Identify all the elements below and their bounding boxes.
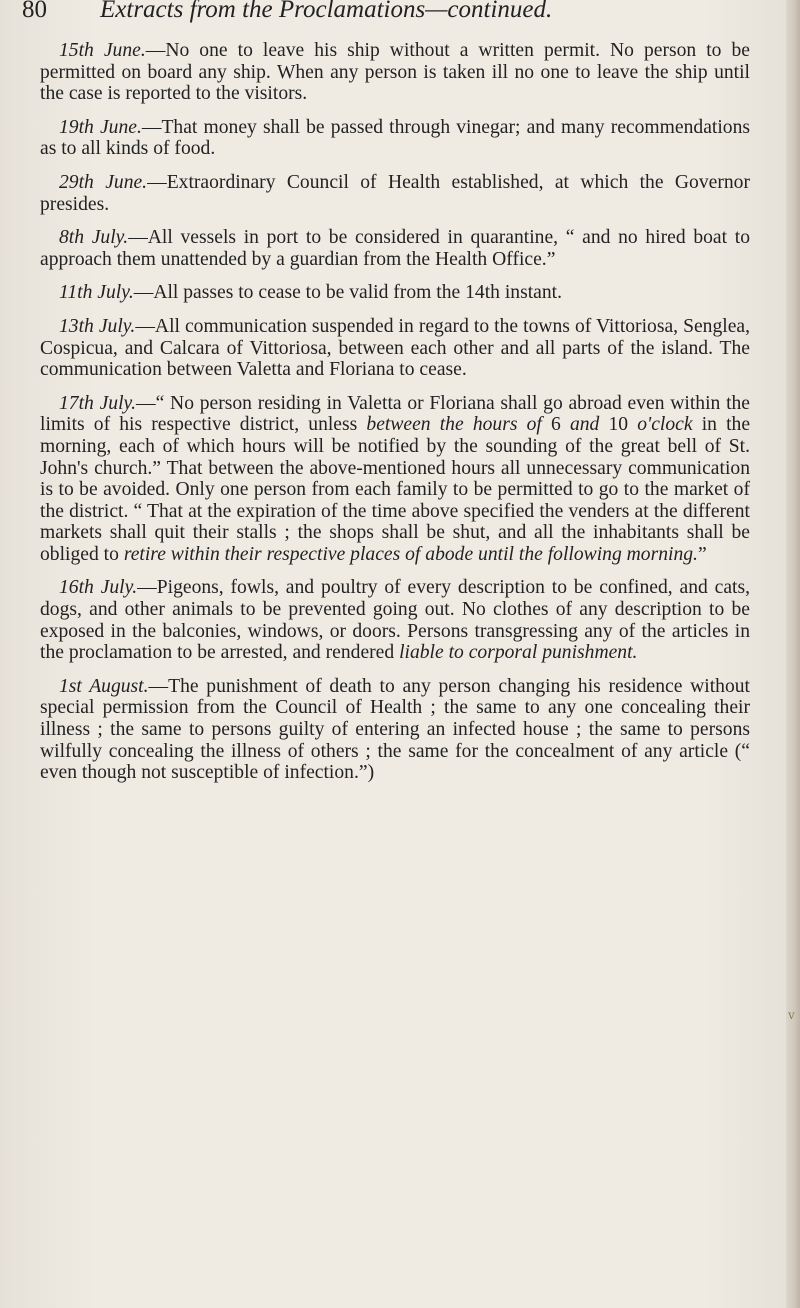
entry-date: 15th June. bbox=[59, 40, 146, 61]
page-number: 80 bbox=[22, 0, 47, 23]
entry-13-july bbox=[40, 316, 750, 381]
entry-8-july bbox=[40, 227, 750, 270]
entry-text: —All passes to cease to be valid from the 14th instant. bbox=[133, 282, 562, 304]
entry-text: —That money shall be passed through vinegar; and many recommendations as to all kinds of food. bbox=[40, 116, 750, 160]
entry-emphasis: liable to corporal punishment. bbox=[399, 642, 638, 664]
entry-16-july bbox=[40, 577, 750, 663]
entry-emphasis: and bbox=[569, 414, 600, 436]
entry-text: —The punishment of death to any person changing his residence without special permission from the Council of Health ; the same to any one concealing their illness ; the same to persons guilty of entering an infected house ; the same to persons wilfully concealing the illness of others ; the same for the concealment of any article (“ even though not susceptible of infection.”) bbox=[40, 675, 750, 784]
entry-text: —“ No person residing in Valetta or Floriana shall go abroad even within the limits of his respective district, unless bbox=[40, 392, 751, 436]
entry-text: —All communication suspended in regard to the towns of Vittoriosa, Senglea, Cospicua, and Calcara of Vittoriosa, between each other and all parts of the island. The communication between Valetta and Floriana to cease. bbox=[40, 315, 750, 381]
entry-date: 29th June. bbox=[59, 171, 148, 193]
entry-date: 11th July. bbox=[59, 282, 134, 304]
entry-19-june bbox=[40, 117, 750, 160]
entry-text: —Extraordinary Council of Health established, at which the Governor presides. bbox=[40, 171, 750, 215]
entry-emphasis: retire within their respective places of abode until the following morning. bbox=[123, 543, 698, 565]
body-text bbox=[40, 40, 750, 796]
entry-1-august bbox=[40, 676, 750, 784]
entry-15-june bbox=[40, 40, 750, 105]
entry-date: 19th June. bbox=[59, 116, 142, 138]
entry-text: —All vessels in port to be considered in quarantine, “ and no hired boat to approach them unattended by a guardian from the Health Office.” bbox=[40, 227, 750, 270]
entry-date: 17th July. bbox=[59, 392, 137, 414]
entry-29-june bbox=[40, 172, 750, 215]
page-gutter-edge bbox=[786, 0, 800, 1308]
entry-date: 8th July. bbox=[59, 227, 129, 249]
entry-text: 6 bbox=[541, 414, 570, 436]
entry-date: 1st August. bbox=[59, 675, 149, 697]
running-title: Extracts from the Proclamations—continued. bbox=[100, 0, 553, 23]
running-header bbox=[22, 0, 762, 28]
entry-emphasis: between the hours of bbox=[366, 414, 542, 436]
entry-text: ” bbox=[697, 543, 707, 565]
entry-date: 16th July. bbox=[59, 577, 138, 599]
entry-17-july bbox=[40, 393, 750, 566]
entry-date: 13th July. bbox=[59, 315, 136, 337]
entry-text: —Pigeons, fowls, and poultry of every description to be confined, and cats, dogs, and other animals to be prevented going out. No clothes of any description to be exposed in the balconies, windows, or doors. Persons transgressing any of the articles in the proclamation to be arrested, and rendered bbox=[40, 577, 750, 664]
entry-11-july bbox=[40, 282, 750, 304]
entry-text: in the morning, each of which hours will be notified by the sounding of the great bell of St. John's church.” That between the above-mentioned hours all unnecessary communication is to be avoided. Only one person from each family to be permitted to go to the market of the district. “ That at the expiration of the time above specified the venders at the different markets shall quit their stalls ; the shops shall be shut, and all the inhabitants shall be obliged to bbox=[40, 414, 751, 565]
entry-text: —No one to leave his ship without a written permit. No person to be permitted on board any ship. When any person is taken ill no one to leave the ship until the case is reported to the visitors. bbox=[40, 40, 750, 105]
entry-text: 10 bbox=[599, 414, 638, 436]
entry-emphasis: o'clock bbox=[637, 414, 693, 436]
margin-mark: ⅴ bbox=[788, 1008, 795, 1022]
